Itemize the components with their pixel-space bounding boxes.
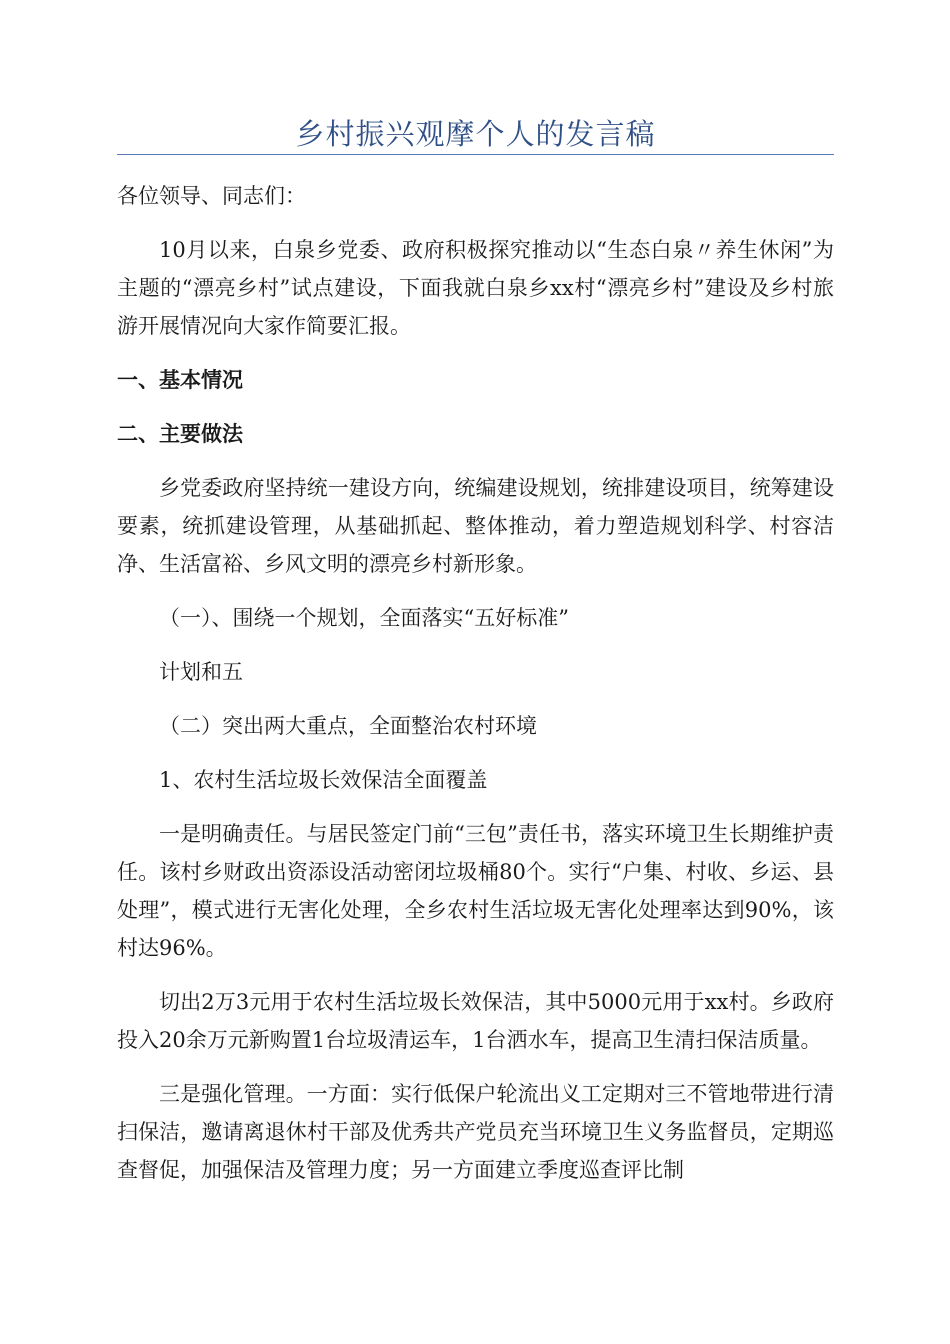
greeting: 各位领导、同志们： [117, 184, 306, 208]
document-page [117, 108, 834, 1189]
section-heading-basic: 一、基本情况 [117, 367, 243, 392]
paragraph-intro: 10月以来，白泉乡党委、政府积极探究推动以“生态白泉〃养生休闲”为主题的“漂亮乡村”试点建设，下面我就白泉乡xx村“漂亮乡村”建设及乡村旅游开展情况向大家作简要汇报。 [117, 238, 834, 338]
subheading-plan: （一）、围绕一个规划，全面落实“五好标准” [159, 606, 569, 630]
section-heading-methods: 二、主要做法 [117, 421, 243, 446]
item-garbage-cleaning: 1、农村生活垃圾长效保洁全面覆盖 [159, 768, 488, 792]
paragraph-responsibility: 一是明确责任。与居民签定门前“三包”责任书，落实环境卫生长期维护责任。该村乡财政出资添设活动密闭垃圾桶80个。实行“户集、村收、乡运、县处理”，模式进行无害化处理，全乡农村生活垃圾无害化处理率达到90%，该村达96%。 [117, 822, 834, 960]
subheading-environment: （二）突出两大重点，全面整治农村环境 [159, 714, 537, 738]
paragraph-methods: 乡党委政府坚持统一建设方向，统编建设规划，统排建设项目，统筹建设要素，统抓建设管理，从基础抓起、整体推动，着力塑造规划科学、村容洁净、生活富裕、乡风文明的漂亮乡村新形象。 [117, 476, 834, 576]
paragraph-plan-fragment: 计划和五 [159, 660, 243, 684]
paragraph-funding: 切出2万3元用于农村生活垃圾长效保洁，其中5000元用于xx村。乡政府投入20余万元新购置1台垃圾清运车，1台洒水车，提高卫生清扫保洁质量。 [117, 990, 834, 1052]
document-title: 乡村振兴观摩个人的发言稿 [295, 117, 656, 151]
paragraph-management: 三是强化管理。一方面：实行低保户轮流出义工定期对三不管地带进行清扫保洁，邀请离退休村干部及优秀共产党员充当环境卫生义务监督员，定期巡查督促，加强保洁及管理力度；另一方面建立季度巡查评比制 [117, 1082, 834, 1182]
